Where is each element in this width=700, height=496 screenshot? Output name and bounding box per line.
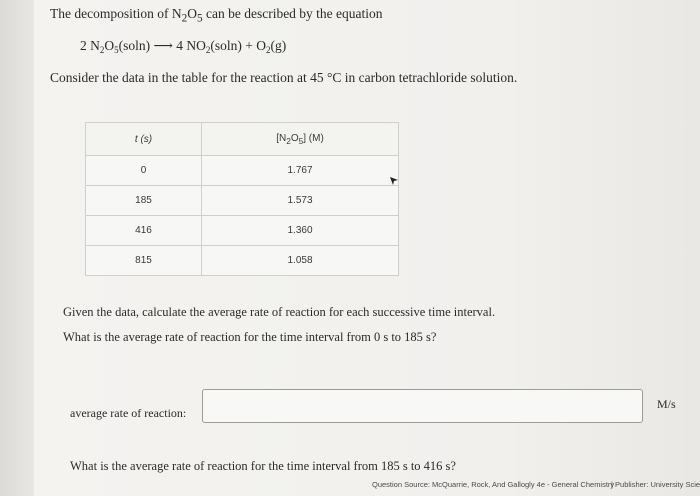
- context-text: Consider the data in the table for the reaction at 45 °C in carbon tetrachloride solution.: [50, 70, 518, 85]
- reaction-arrow-icon: ⟶: [153, 38, 173, 53]
- time-cell: 416: [86, 216, 202, 246]
- answer-label: average rate of reaction:: [70, 406, 187, 420]
- instruction-text: Given the data, calculate the average rate of reaction for each successive time interval.: [63, 305, 496, 319]
- question-source: Question Source: McQuarrie, Rock, And Gallogly 4e - General Chemistry: [372, 480, 615, 489]
- page-edge-shadow: [0, 0, 34, 496]
- average-rate-input[interactable]: [202, 389, 643, 423]
- table-row: [86, 156, 399, 186]
- time-cell: 0: [86, 156, 202, 186]
- time-cell: 185: [86, 186, 202, 216]
- intro-text: The decomposition of $N_2O_5$ can be described by the equation: [50, 6, 383, 25]
- question-interval-1: What is the average rate of reaction for the time interval from 0 s to 185 s?: [63, 330, 437, 344]
- column-header-concentration: $[N_2O_5]$ (M): [202, 123, 399, 156]
- table-header-row: [86, 123, 399, 156]
- concentration-cell: 1.573: [202, 186, 399, 216]
- table-row: [86, 246, 399, 276]
- concentration-cell: 1.767: [202, 156, 399, 186]
- concentration-cell: 1.360: [202, 216, 399, 246]
- concentration-cell: 1.058: [202, 246, 399, 276]
- publisher-info: | Publisher: University Scie: [611, 480, 700, 489]
- reaction-equation: 2 $N_2O_5(soln)$ ⟶ 4 $NO_2(soln) + O_2(g)$: [80, 38, 287, 55]
- mouse-cursor-icon: [389, 176, 399, 186]
- question-interval-2: What is the average rate of reaction for the time interval from 185 s to 416 s?: [70, 459, 456, 473]
- column-header-time: t (s): [86, 123, 202, 156]
- table-row: [86, 216, 399, 246]
- data-table: [85, 122, 399, 276]
- table-row: [86, 186, 399, 216]
- units-label: M/s: [657, 397, 676, 411]
- time-cell: 815: [86, 246, 202, 276]
